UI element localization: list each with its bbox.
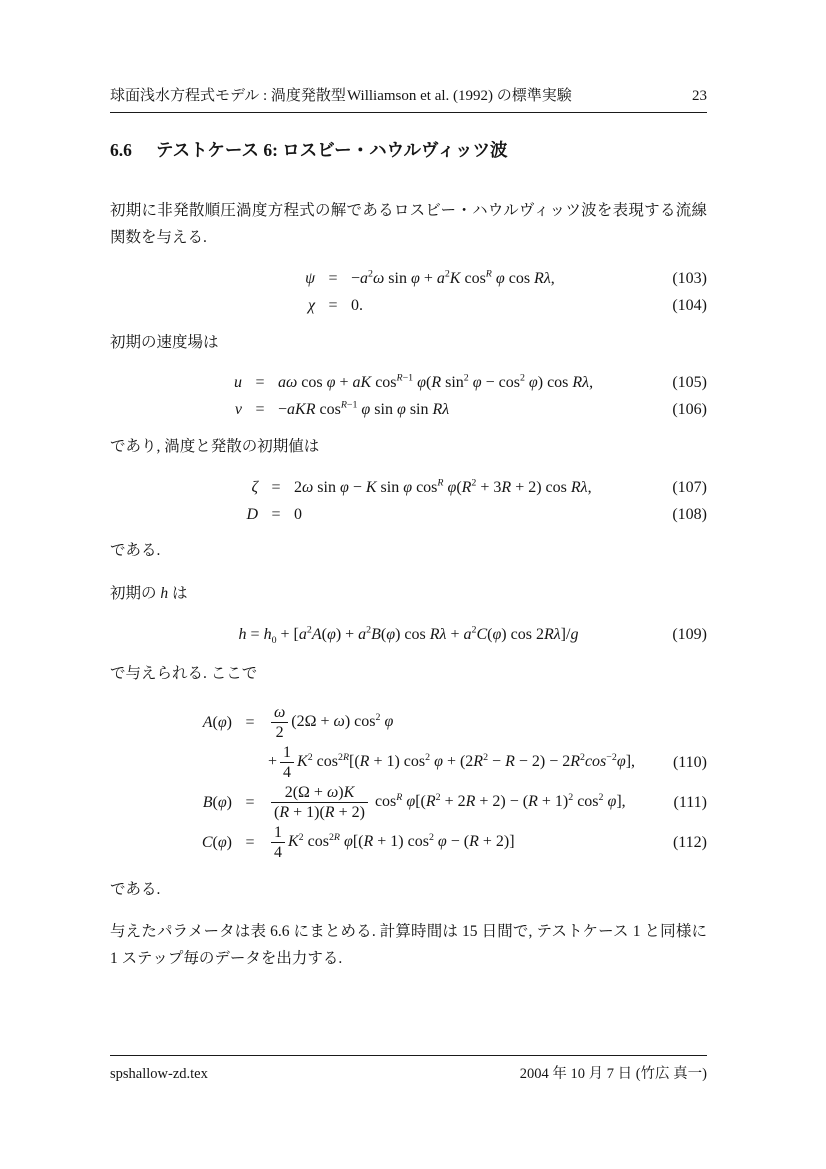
equation-lhs: ζ: [251, 478, 258, 496]
paragraph-dearu-1: である.: [110, 541, 161, 559]
equation-number: (108): [672, 505, 707, 523]
equation-number: (109): [672, 626, 707, 643]
equation-row-105: [110, 371, 707, 394]
paragraph-dearu-2: である.: [110, 880, 161, 898]
equation-lhs: χ: [307, 296, 315, 314]
equation-lhs: D: [246, 505, 258, 523]
header-overlap-title: Williamson et al. (1992) の標準実験: [347, 88, 572, 104]
paragraph-vorticity: であり, 渦度と発散の初期値は: [110, 438, 320, 455]
section-title: テストケース 6: ロスビー・ハウルヴィッツ波: [155, 140, 508, 160]
equals-sign: =: [328, 296, 338, 314]
equals-sign: =: [255, 401, 265, 418]
equation-rhs: 2ω sin φ − K sin φ $\cos^R \varphi(R^2 + 3R + 2)$ cos Rλ,: [294, 477, 592, 496]
equation-group-vorticity-divergence: [110, 476, 707, 526]
equals-sign: =: [271, 478, 281, 496]
equation-lhs: B(φ): [202, 793, 232, 811]
equation-number: (105): [672, 374, 707, 391]
equation-row-110a: [110, 703, 707, 742]
equation-group-streamfunction: [110, 267, 707, 317]
equation-lhs: v: [234, 401, 242, 418]
section-number: 6.6: [110, 140, 132, 160]
equation-rhs: $-a^2\omega$ $\sin \varphi + a^2K$ $\cos^R \varphi$ cos Rλ,: [351, 268, 555, 287]
equation-lhs: A(φ): [202, 713, 232, 731]
equation-rhs: aω cos φ + aK $\cos^{R-1} \varphi(R$ $\sin^2 \varphi - \cos^2 \varphi$) cos Rλ,: [278, 372, 594, 391]
equation-row-108: [110, 503, 707, 526]
header-running-title: 球面浅水方程式モデル : 渦度発散型: [110, 88, 346, 104]
equation-number: (112): [672, 833, 707, 851]
equation-row-106: [110, 398, 707, 421]
equation-number: (107): [672, 478, 707, 496]
equation-row-107: [110, 476, 707, 499]
equals-sign: =: [328, 269, 338, 287]
equation-rhs: $\frac{1}{4}$ $K^2$ $\cos^{2R} \varphi[(R + 1)$ $\cos^2 \varphi - (R + 2)$]: [268, 823, 515, 862]
paragraph-velocity: 初期の速度場は: [110, 333, 219, 351]
equation-rhs: $\frac{\omega}{2}$ (2Ω + ω) $\cos^2 \varphi$: [268, 703, 393, 742]
equation-lhs: u: [234, 374, 242, 391]
page-content: [110, 0, 707, 988]
equation-group-velocity: [110, 371, 707, 421]
equation-row-111: [110, 783, 707, 822]
equals-sign: =: [245, 793, 255, 811]
equation-lhs: C(φ): [201, 833, 232, 851]
equation-lhs: ψ: [305, 269, 315, 287]
equation-rhs: 0.: [351, 296, 363, 314]
equation-row-103: [110, 267, 707, 290]
equals-sign: =: [271, 505, 281, 523]
equation-number: (111): [673, 793, 707, 811]
paragraph-initial-h: 初期の h は: [110, 584, 188, 602]
equation-number: (106): [672, 401, 707, 418]
equation-109: [110, 622, 707, 648]
equals-sign: =: [255, 374, 265, 391]
equation-row-110b: [110, 743, 707, 782]
equation-rhs: 0: [294, 505, 302, 523]
equation-body: $h = h_0 + [a^2A(\varphi) + a^2B(\varphi)$ $\cos R\lambda + a^2C(\varphi)$ cos 2Rλ]/g: [238, 624, 579, 647]
equation-row-104: [110, 294, 707, 317]
equation-number: (110): [672, 753, 707, 771]
equation-group-abc: [110, 703, 707, 862]
paragraph-given-by: で与えられる. ここで: [110, 665, 258, 682]
paragraph-closing: 与えたパラメータは表 6.6 にまとめる. 計算時間は 15 日間で, テストケース 1 と同様に 1 ステップ毎のデータを出力する.: [110, 923, 707, 967]
equation-row-112: [110, 823, 707, 862]
equals-sign: =: [245, 713, 255, 731]
page-footer: [110, 1055, 707, 1083]
footer-date: 2004 年 10 月 7 日 (竹広 真一): [519, 1066, 707, 1082]
equals-sign: =: [245, 833, 255, 851]
equation-number: (103): [672, 269, 707, 287]
footer-filename: spshallow-zd.tex: [110, 1066, 208, 1082]
equation-rhs: + $\frac{1}{4}$ $K^2$ $\cos^{2R}[(R + 1)$ $\cos^2 \varphi + (2R^2 - R - 2) - 2R^2\cos^{-2}\varphi$],: [268, 743, 636, 781]
equation-rhs: −aKR $\cos^{R-1} \varphi$ sin φ sin Rλ: [278, 399, 450, 418]
equation-rhs: $\frac{2(\Omega + \omega)K}{(R + 1)(R + 2)}$ $\cos^R \varphi[(R^2 + 2R + 2) - (R + 1)^2$ $\cos^2 \varphi$],: [268, 783, 626, 822]
paragraph-intro: 初期に非発散順圧渦度方程式の解であるロスビー・ハウルヴィッツ波を表現する流線関数を与える.: [110, 202, 707, 246]
header-page-number: 23: [692, 88, 707, 104]
page-header: [110, 86, 707, 113]
equation-number: (104): [672, 296, 707, 314]
section-heading: [110, 137, 707, 163]
